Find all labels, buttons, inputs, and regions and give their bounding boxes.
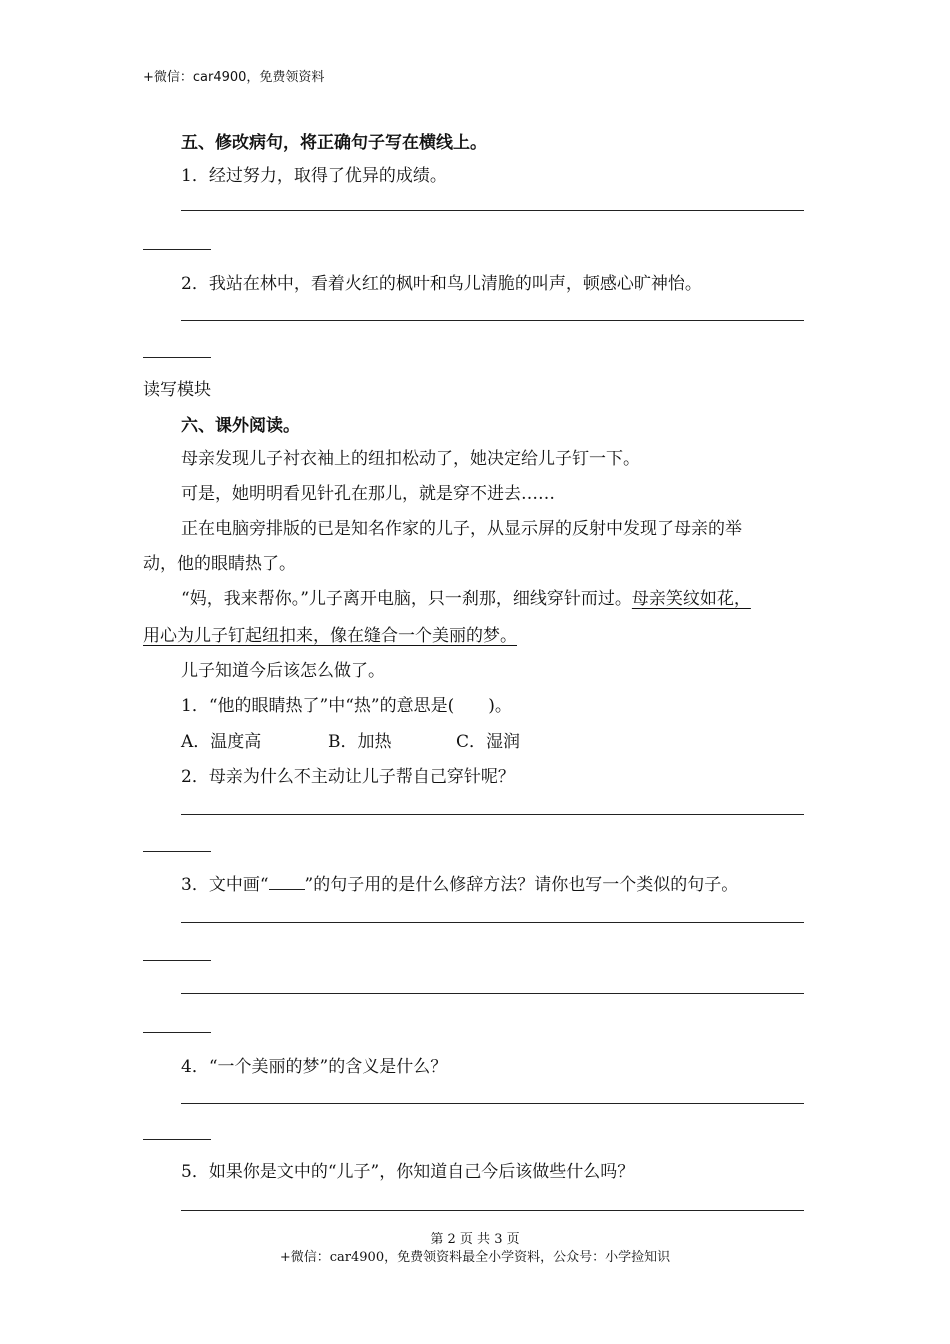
answer-line[interactable] bbox=[181, 1103, 804, 1104]
option-c[interactable]: C．湿润 bbox=[456, 732, 521, 752]
passage-plain-text: “妈，我来帮你。”儿子离开电脑，只一刹那，细线穿针而过。 bbox=[181, 589, 632, 609]
question-3-text-before: 3．文中画“ bbox=[181, 875, 269, 895]
answer-line-continuation[interactable] bbox=[143, 1032, 211, 1033]
footer-note: +微信：car4900，免费领资料最全小学资料，公众号：小学捡知识 bbox=[279, 1250, 671, 1265]
answer-line[interactable] bbox=[181, 993, 804, 994]
answer-line[interactable] bbox=[181, 210, 804, 211]
answer-line-continuation[interactable] bbox=[143, 357, 211, 358]
answer-line[interactable] bbox=[181, 814, 804, 815]
section6-question-1: 1．“他的眼睛热了”中“热”的意思是( )。 bbox=[181, 696, 512, 716]
answer-line[interactable] bbox=[181, 922, 804, 923]
answer-line-continuation[interactable] bbox=[143, 960, 211, 961]
section6-question-3 bbox=[181, 870, 738, 895]
passage-paragraph-5: 儿子知道今后该怎么做了。 bbox=[181, 661, 385, 681]
underlined-sentence-part-1: 母亲笑纹如花， bbox=[631, 589, 751, 609]
module-title: 读写模块 bbox=[143, 380, 211, 400]
underlined-sentence-part-2: 用心为儿子钉起纽扣来，像在缝合一个美丽的梦。 bbox=[143, 626, 517, 646]
underline-sample bbox=[269, 875, 305, 890]
option-a[interactable]: A．温度高 bbox=[181, 732, 262, 752]
answer-line-continuation[interactable] bbox=[143, 249, 211, 250]
section5-question-2: 2．我站在林中，看着火红的枫叶和鸟儿清脆的叫声，顿感心旷神怡。 bbox=[181, 274, 702, 294]
answer-line[interactable] bbox=[181, 320, 804, 321]
section6-question-5: 5．如果你是文中的“儿子”，你知道自己今后该做些什么吗？ bbox=[181, 1162, 635, 1182]
section5-title: 五、修改病句，将正确句子写在横线上。 bbox=[181, 133, 487, 153]
page-number: 第 2 页 共 3 页 bbox=[430, 1232, 520, 1247]
section6-title: 六、课外阅读。 bbox=[181, 416, 300, 436]
passage-paragraph-3-line-2: 动，他的眼睛热了。 bbox=[143, 554, 296, 574]
passage-paragraph-2: 可是，她明明看见针孔在那儿，就是穿不进去…… bbox=[181, 484, 555, 504]
answer-line[interactable] bbox=[181, 1210, 804, 1211]
answer-line-continuation[interactable] bbox=[143, 851, 211, 852]
section5-question-1: 1．经过努力，取得了优异的成绩。 bbox=[181, 166, 447, 186]
option-b[interactable]: B．加热 bbox=[328, 732, 392, 752]
passage-paragraph-3-line-1: 正在电脑旁排版的已是知名作家的儿子，从显示屏的反射中发现了母亲的举 bbox=[181, 519, 742, 539]
passage-paragraph-1: 母亲发现儿子衬衣袖上的纽扣松动了，她决定给儿子钉一下。 bbox=[181, 449, 640, 469]
question-3-text-after: ”的句子用的是什么修辞方法？请你也写一个类似的句子。 bbox=[304, 875, 739, 895]
answer-line-continuation[interactable] bbox=[143, 1139, 211, 1140]
passage-paragraph-4-line-1 bbox=[181, 584, 751, 609]
header-note: +微信：car4900，免费领资料 bbox=[143, 70, 325, 85]
section6-question-2: 2．母亲为什么不主动让儿子帮自己穿针呢？ bbox=[181, 767, 515, 787]
section6-question-4: 4．“一个美丽的梦”的含义是什么？ bbox=[181, 1057, 448, 1077]
